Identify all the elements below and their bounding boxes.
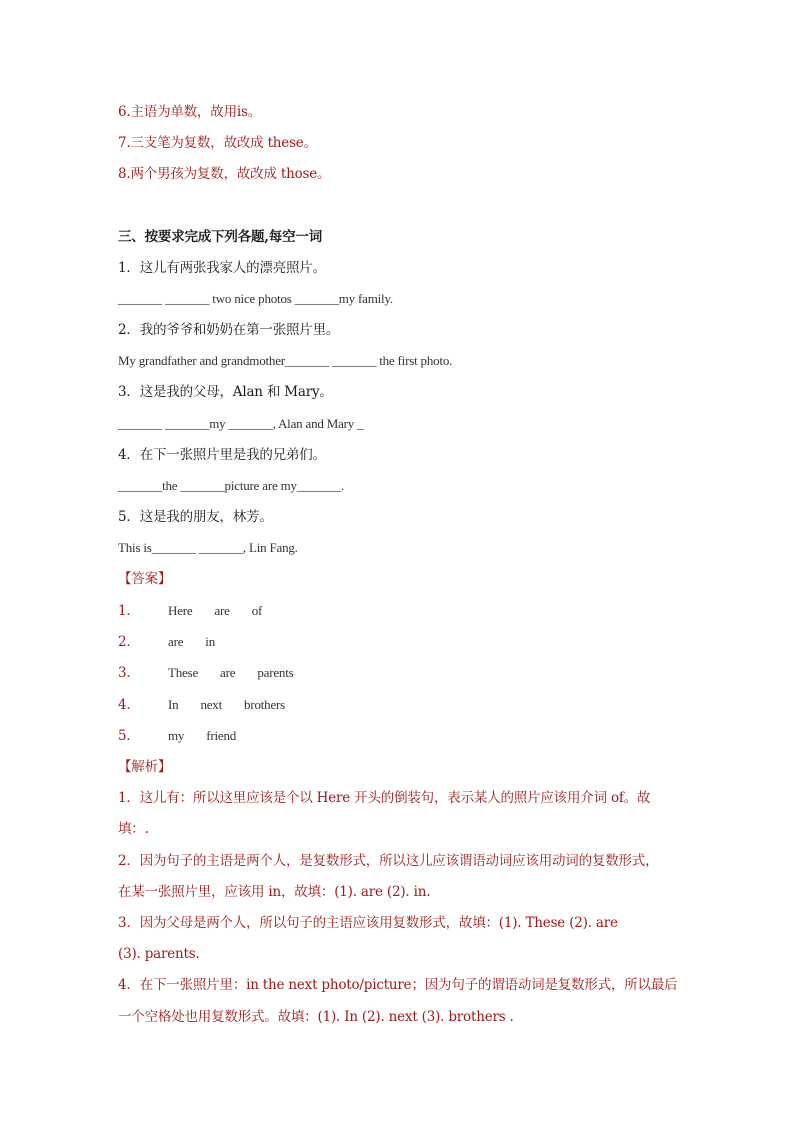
question-cn: 1．这儿有两张我家人的漂亮照片。: [118, 260, 326, 276]
answer-row: [118, 601, 284, 621]
explanation-line: 8.两个男孩为复数，故改成 those。: [118, 166, 331, 182]
analysis-line: 在某一张照片里，应该用 in，故填：(1). are (2). in.: [118, 884, 431, 900]
answer-number: 2．: [118, 634, 140, 650]
explanation-line: 7.三支笔为复数，故改成 these。: [118, 135, 317, 151]
question-cn: 4．在下一张照片里是我的兄弟们。: [118, 447, 326, 463]
answer-heading: 【答案】: [118, 571, 172, 587]
answer-word: brothers: [244, 697, 286, 712]
analysis-line: 1．这儿有：所以这里应该是个以 Here 开头的倒装句，表示某人的照片应该用介词 of。故: [118, 790, 651, 806]
answer-word: next: [200, 697, 223, 712]
answer-word: Here: [168, 603, 193, 618]
analysis-line: 3．因为父母是两个人，所以句子的主语应该用复数形式，故填：(1). These (2). are: [118, 915, 618, 931]
answer-number: 4．: [118, 697, 140, 713]
analysis-line: 填：.: [118, 821, 149, 837]
question-en: _______ _______ two nice photos _______my family.: [118, 291, 393, 306]
answer-word: in: [205, 634, 215, 649]
analysis-line: 2．因为句子的主语是两个人，是复数形式，所以这儿应该谓语动词应该用动词的复数形式，: [118, 853, 659, 869]
answer-row: [118, 632, 237, 652]
analysis-line: 一个空格处也用复数形式。故填：(1). In (2). next (3). brothers .: [118, 1009, 514, 1025]
answer-word: of: [251, 603, 263, 618]
answer-word: are: [220, 665, 236, 680]
analysis-line: (3). parents.: [118, 946, 200, 962]
question-cn: 2．我的爷爷和奶奶在第一张照片里。: [118, 322, 340, 338]
question-en: My grandfather and grandmother_______ _______ the first photo.: [118, 353, 453, 368]
question-cn: 5．这是我的朋友，林芳。: [118, 509, 273, 525]
answer-word: In: [168, 697, 179, 712]
answer-row: [118, 695, 307, 715]
question-en: This is_______ _______, Lin Fang.: [118, 540, 298, 555]
answer-word: These: [168, 665, 199, 680]
question-en: _______the _______picture are my_______.: [118, 478, 344, 493]
section-title: 三、按要求完成下列各题,每空一词: [118, 229, 322, 245]
answer-word: my: [168, 728, 185, 743]
analysis-line: 4．在下一张照片里：in the next photo/picture；因为句子的谓语动词是复数形式，所以最后: [118, 977, 678, 993]
answer-word: are: [168, 634, 184, 649]
answer-word: friend: [206, 728, 237, 743]
analysis-heading: 【解析】: [118, 759, 172, 775]
explanation-line: 6.主语为单数，故用is。: [118, 104, 262, 120]
question-cn: 3．这是我的父母，Alan 和 Mary。: [118, 384, 333, 400]
answer-word: are: [214, 603, 230, 618]
question-en: _______ _______my _______, Alan and Mary _: [118, 416, 364, 431]
answer-number: 3．: [118, 665, 140, 681]
answer-word: parents: [257, 665, 294, 680]
answer-row: [118, 663, 315, 683]
answer-number: 1．: [118, 603, 140, 619]
answer-number: 5．: [118, 728, 140, 744]
answer-row: [118, 726, 258, 746]
